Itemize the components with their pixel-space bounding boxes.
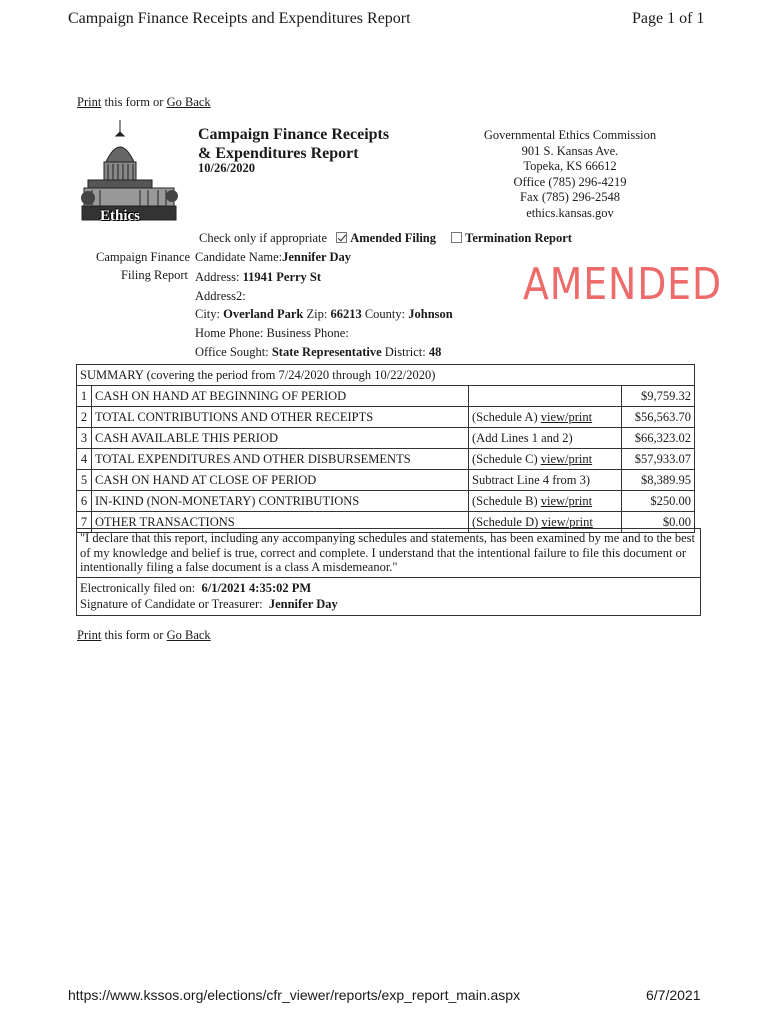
declaration-box: "I declare that this report, including any accompanying schedules and statements, has been examined by me and to the best of my knowledge and belief is true, correct and complete. I understand that the intentional failure to file this document or intentionally filing a false document is a class A misdemeanor.": [76, 528, 701, 578]
go-back-link-bottom[interactable]: Go Back: [166, 628, 211, 642]
summary-amount: $9,759.32: [622, 386, 695, 407]
candidate-name-label: Candidate Name:: [195, 250, 283, 264]
summary-amount: $0.00: [622, 512, 695, 533]
summary-heading: SUMMARY (covering the period from 7/24/2020 through 10/22/2020): [77, 365, 695, 386]
signature-box: [76, 577, 701, 616]
summary-line-label: OTHER TRANSACTIONS: [92, 512, 469, 533]
agency-name: Governmental Ethics Commission: [483, 128, 657, 142]
summary-line-number: 5: [77, 470, 92, 491]
summary-line-number: 7: [77, 512, 92, 533]
district-label: District:: [384, 345, 426, 359]
summary-line-label: CASH ON HAND AT BEGINNING OF PERIOD: [92, 386, 469, 407]
side-label-campaign-finance: Campaign Finance: [96, 250, 191, 264]
summary-schedule-cell: [469, 407, 622, 428]
office-sought-value: State Representative: [271, 345, 382, 359]
print-link-bottom[interactable]: Print: [77, 628, 102, 642]
summary-row: [77, 428, 695, 449]
summary-schedule-cell: [469, 470, 622, 491]
summary-row: [77, 449, 695, 470]
summary-line-number: 1: [77, 386, 92, 407]
page-number: Page 1 of 1: [632, 10, 705, 27]
candidate-address-value: 11941 Perry St: [242, 270, 322, 284]
amended-filing-checkbox[interactable]: [336, 232, 347, 243]
summary-schedule-text: (Schedule A): [472, 410, 541, 424]
go-back-link[interactable]: Go Back: [166, 95, 211, 109]
filing-type-row: [199, 229, 572, 248]
summary-amount: $57,933.07: [622, 449, 695, 470]
summary-schedule-cell: [469, 386, 622, 407]
summary-line-label: TOTAL EXPENDITURES AND OTHER DISBURSEMENTS: [92, 449, 469, 470]
termination-report-checkbox[interactable]: [451, 232, 462, 243]
nav-separator-text-bottom: this form or: [101, 628, 167, 642]
check-instruction-label: Check only if appropriate: [199, 231, 328, 245]
seal-ethics-text: Ethics: [100, 208, 141, 224]
signature-row: [80, 596, 697, 612]
summary-heading-row: [77, 365, 695, 386]
agency-office-phone: Office (785) 296-4219: [513, 174, 627, 189]
candidate-name-row: [195, 248, 351, 267]
agency-fax: Fax (785) 296-2548: [520, 190, 620, 204]
summary-row: [77, 491, 695, 512]
county-label: County:: [364, 307, 406, 321]
summary-amount: $250.00: [622, 491, 695, 512]
signature-label: Signature of Candidate or Treasurer:: [80, 597, 263, 611]
summary-schedule-text: (Add Lines 1 and 2): [472, 431, 573, 445]
print-link[interactable]: Print: [77, 95, 102, 109]
home-phone-label: Home Phone:: [195, 326, 264, 340]
summary-line-label: CASH AVAILABLE THIS PERIOD: [92, 428, 469, 449]
summary-schedule-cell: [469, 491, 622, 512]
agency-street: 901 S. Kansas Ave.: [521, 143, 619, 158]
filed-on-value: 6/1/2021 4:35:02 PM: [201, 581, 312, 595]
amended-stamp: AMENDED: [523, 259, 722, 310]
agency-website: ethics.kansas.gov: [526, 205, 614, 220]
office-sought-label: Office Sought:: [195, 345, 269, 359]
candidate-city-row: [195, 305, 453, 324]
view-print-link[interactable]: view/print: [540, 494, 593, 508]
city-value: Overland Park: [223, 307, 304, 321]
agency-block: [465, 128, 675, 221]
summary-amount: $56,563.70: [622, 407, 695, 428]
summary-schedule-text: (Schedule C): [472, 452, 541, 466]
report-title-line-2: & Expenditures Report: [198, 145, 359, 162]
report-date: 10/26/2020: [198, 161, 255, 175]
candidate-name-value: Jennifer Day: [282, 250, 351, 264]
summary-line-number: 2: [77, 407, 92, 428]
summary-schedule-text: (Schedule D): [472, 515, 542, 529]
report-title: [198, 125, 389, 163]
agency-city: Topeka, KS 66612: [523, 159, 617, 173]
termination-report-label: Termination Report: [465, 231, 572, 245]
view-print-link[interactable]: view/print: [540, 410, 593, 424]
summary-table: [76, 364, 695, 533]
summary-line-number: 3: [77, 428, 92, 449]
summary-line-number: 4: [77, 449, 92, 470]
footer-url: https://www.kssos.org/elections/cfr_viewer/reports/exp_report_main.aspx: [68, 987, 521, 1003]
business-phone-label: Business Phone:: [266, 326, 349, 340]
summary-schedule-cell: [469, 428, 622, 449]
candidate-phone-row: [195, 324, 349, 343]
view-print-link[interactable]: view/print: [541, 515, 593, 529]
signature-value: Jennifer Day: [268, 597, 338, 611]
city-label: City:: [195, 307, 221, 321]
zip-label: Zip:: [306, 307, 328, 321]
county-value: Johnson: [408, 307, 453, 321]
summary-line-label: CASH ON HAND AT CLOSE OF PERIOD: [92, 470, 469, 491]
report-title-line-1: Campaign Finance Receipts: [198, 126, 390, 143]
zip-value: 66213: [330, 307, 362, 321]
summary-row: [77, 386, 695, 407]
summary-schedule-text: (Schedule B): [472, 494, 541, 508]
summary-row: [77, 470, 695, 491]
summary-line-label: IN-KIND (NON-MONETARY) CONTRIBUTIONS: [92, 491, 469, 512]
candidate-address-row: [195, 268, 321, 287]
bottom-nav: [77, 628, 211, 643]
amended-filing-label: Amended Filing: [350, 231, 436, 245]
summary-line-label: TOTAL CONTRIBUTIONS AND OTHER RECEIPTS: [92, 407, 469, 428]
summary-schedule-text: Subtract Line 4 from 3): [472, 473, 591, 487]
district-value: 48: [428, 345, 442, 359]
summary-line-number: 6: [77, 491, 92, 512]
candidate-office-row: [195, 343, 441, 362]
footer-date: 6/7/2021: [646, 987, 701, 1003]
view-print-link[interactable]: view/print: [540, 452, 593, 466]
summary-row: [77, 407, 695, 428]
candidate-address-label: Address:: [195, 270, 240, 284]
candidate-address2-label: Address2:: [195, 289, 246, 303]
top-nav: [77, 95, 211, 110]
nav-separator-text: this form or: [101, 95, 167, 109]
page-header-title: Campaign Finance Receipts and Expenditures Report: [68, 10, 411, 27]
filed-on-label: Electronically filed on:: [80, 581, 196, 595]
side-label-filing-report: Filing Report: [121, 268, 189, 282]
filed-on-row: [80, 580, 697, 596]
summary-amount: $66,323.02: [622, 428, 695, 449]
summary-schedule-cell: [469, 449, 622, 470]
summary-amount: $8,389.95: [622, 470, 695, 491]
